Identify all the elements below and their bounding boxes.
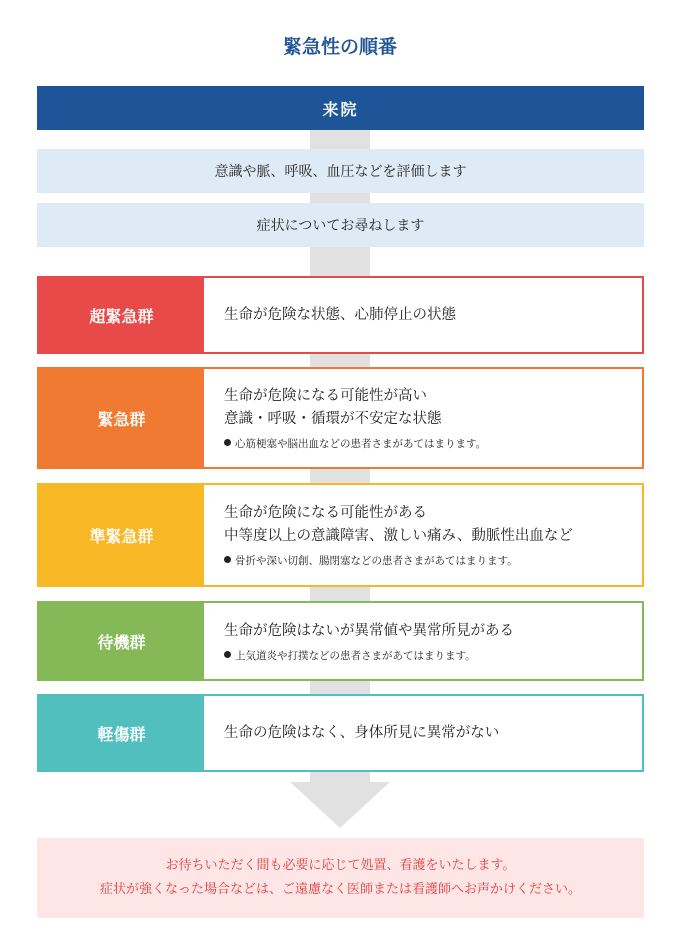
tier-description: 意識・呼吸・循環が不安定な状態 <box>224 411 442 427</box>
tier-body <box>204 603 642 679</box>
arrival-box: 来院 <box>37 86 644 130</box>
tier-standby <box>37 601 644 681</box>
tier-label: 緊急群 <box>39 369 204 467</box>
tier-description: 生命が危険になる可能性がある <box>224 505 427 521</box>
tier-note-text: 心筋梗塞や脳出血などの患者さまがあてはまります。 <box>235 438 487 450</box>
tier-body <box>204 485 642 585</box>
tier-description: 生命が危険な状態、心肺停止の状態 <box>224 306 456 323</box>
tier-note-text: 上気道炎や打撲などの患者さまがあてはまります。 <box>235 649 476 662</box>
tier-urgent <box>37 367 644 469</box>
tier-label: 超緊急群 <box>39 278 204 352</box>
tier-note <box>224 553 642 568</box>
tier-body <box>204 278 642 352</box>
tier-note-text: 骨折や深い切創、腸閉塞などの患者さまがあてはまります。 <box>235 555 518 567</box>
flow-arrow-head-icon <box>290 782 390 828</box>
tier-body <box>204 696 642 770</box>
tier-super-urgent <box>37 276 644 354</box>
tier-note <box>224 648 642 663</box>
tier-body <box>204 369 642 467</box>
tier-note <box>224 436 642 451</box>
tier-description: 中等度以上の意識障害、激しい痛み、動脈性出血など <box>224 528 573 544</box>
tier-minor <box>37 694 644 772</box>
notice-box <box>37 838 644 918</box>
tier-description: 生命の危険はなく、身体所見に異常がない <box>224 724 500 741</box>
tier-label: 軽傷群 <box>39 696 204 770</box>
step-interview: 症状についてお尋ねします <box>37 203 644 247</box>
tier-label: 待機群 <box>39 603 204 679</box>
tier-label: 準緊急群 <box>39 485 204 585</box>
page-title: 緊急性の順番 <box>282 36 397 58</box>
tier-description: 生命が危険はないが異常値や異常所見がある <box>224 622 514 639</box>
tier-semi-urgent <box>37 483 644 587</box>
step-evaluate: 意識や脈、呼吸、血圧などを評価します <box>37 149 644 193</box>
bullet-icon <box>224 439 231 446</box>
bullet-icon <box>224 651 231 658</box>
bullet-icon <box>224 556 231 563</box>
notice-line: お待ちいただく間も必要に応じて処置、看護をいたします。 <box>165 858 516 873</box>
tier-description: 生命が危険になる可能性が高い <box>224 388 427 404</box>
notice-line: 症状が強くなった場合などは、ご遠慮なく医師または看護師へお声かけください。 <box>99 882 581 897</box>
